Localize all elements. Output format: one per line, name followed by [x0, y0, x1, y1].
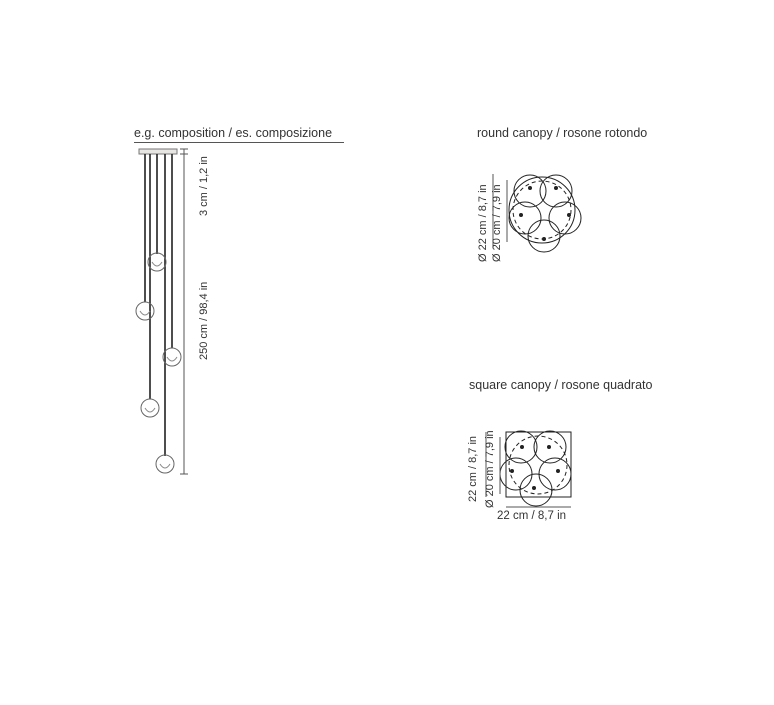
- cable-point: [556, 469, 560, 473]
- globe-outline: [520, 474, 552, 506]
- canopy-inner-dashed: [509, 436, 567, 494]
- round-canopy-title: round canopy / rosone rotondo: [477, 126, 648, 140]
- round-inner-diameter-label: Ø 20 cm / 7,9 in: [491, 184, 503, 262]
- square-height-label: 22 cm / 8,7 in: [467, 435, 479, 502]
- dim-canopy-label: 3 cm / 1,2 in: [198, 156, 210, 216]
- composition-title: e.g. composition / es. composizione: [134, 126, 333, 140]
- cable-point: [532, 486, 536, 490]
- square-width-label: 22 cm / 8,7 in: [497, 510, 567, 522]
- dim-cable-label: 250 cm / 98,4 in: [198, 281, 210, 360]
- square-canopy-title: square canopy / rosone quadrato: [469, 378, 653, 392]
- round-outer-diameter-label: Ø 22 cm / 8,7 in: [477, 184, 489, 262]
- cable-point: [520, 445, 524, 449]
- square-diameter-label: Ø 20 cm / 7,9 in: [484, 430, 496, 508]
- canopy-square: [506, 432, 571, 497]
- globe-outline: [500, 458, 532, 490]
- globe-outline: [539, 458, 571, 490]
- cable-point: [510, 469, 514, 473]
- cable-point: [547, 445, 551, 449]
